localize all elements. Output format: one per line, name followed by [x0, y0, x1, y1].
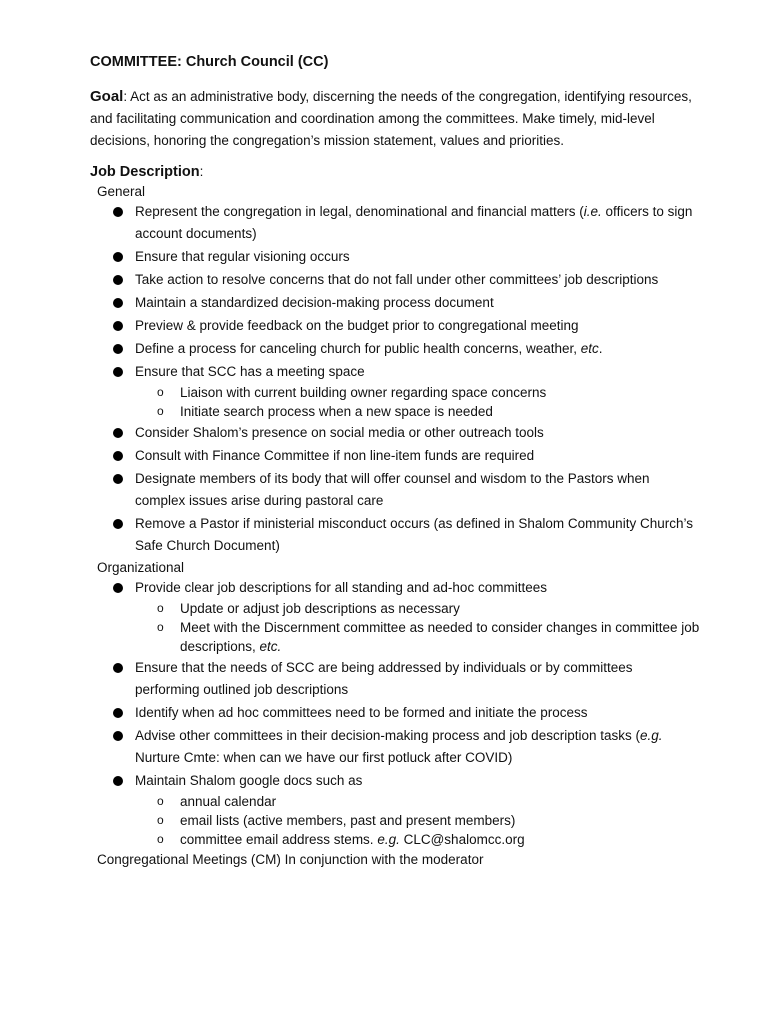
job-description-label: Job Description [90, 164, 200, 180]
bullet-icon [113, 583, 123, 593]
bullet-icon [113, 451, 123, 461]
organizational-list [90, 577, 700, 849]
sub-list [135, 383, 700, 421]
sub-list-item: o annual calendar [157, 794, 277, 809]
sub-list-item: o Meet with the Discernment committee as needed to consider changes in committee job descriptions, etc. [157, 620, 700, 654]
list-item: Remove a Pastor if ministerial misconduct occurs (as defined in Shalom Community Church’s Safe Church Document) [90, 513, 700, 557]
list-item: Ensure that the needs of SCC are being addressed by individuals or by committees performing outlined job descriptions [90, 657, 700, 701]
list-item: Ensure that SCC has a meeting space o Liaison with current building owner regarding space concerns o Initiate search process when a new space is needed [90, 361, 700, 421]
section-label-congregational-meetings: Congregational Meetings (CM) In conjunction with the moderator [97, 852, 484, 867]
list-item: Maintain a standardized decision-making process document [90, 292, 700, 314]
sub-list-item: o Update or adjust job descriptions as necessary [157, 601, 460, 616]
job-description-colon: : [199, 164, 204, 179]
list-item: Ensure that regular visioning occurs [90, 246, 700, 268]
goal-paragraph [90, 86, 700, 152]
bullet-icon [113, 663, 123, 673]
bullet-icon [113, 731, 123, 741]
bullet-icon [113, 344, 123, 354]
sub-list [135, 599, 700, 656]
bullet-icon [113, 428, 123, 438]
section-label-organizational: Organizational [97, 560, 185, 575]
section-label-general: General [97, 184, 146, 199]
bullet-icon [113, 298, 123, 308]
bullet-icon [113, 252, 123, 262]
list-item: Identify when ad hoc committees need to be formed and initiate the process [90, 702, 700, 724]
bullet-icon [113, 367, 123, 377]
sub-list [135, 792, 700, 849]
circle-bullet-icon: o [157, 385, 164, 399]
goal-label: Goal [90, 88, 124, 105]
circle-bullet-icon: o [157, 601, 164, 615]
list-item: Represent the congregation in legal, denominational and financial matters (i.e. officers to sign account documents) [90, 201, 700, 245]
general-list [90, 201, 700, 557]
sub-list-item: o Liaison with current building owner regarding space concerns [157, 385, 547, 400]
list-item: Take action to resolve concerns that do not fall under other committees’ job descriptions [90, 269, 700, 291]
circle-bullet-icon: o [157, 813, 164, 827]
list-item: Maintain Shalom google docs such as o annual calendar o email lists (active members, past and present members) o committee email address stems. e.g. CLC@shalomcc.org [90, 770, 700, 849]
sub-list-item: o Initiate search process when a new space is needed [157, 404, 493, 419]
circle-bullet-icon: o [157, 794, 164, 808]
list-item: Advise other committees in their decision-making process and job description tasks (e.g. Nurture Cmte: when can we have our first potluck after COVID) [90, 725, 700, 769]
bullet-icon [113, 207, 123, 217]
circle-bullet-icon: o [157, 832, 164, 846]
bullet-icon [113, 275, 123, 285]
job-description-heading [90, 162, 700, 182]
bullet-icon [113, 519, 123, 529]
goal-text: : Act as an administrative body, discerning the needs of the congregation, identifying resources, and facilitating communication and coordination among the committees. Make timely, mid-level decisions, honoring the congregation’s mission statement, values and priorities. [90, 89, 692, 148]
list-item: Define a process for canceling church for public health concerns, weather, etc. [90, 338, 700, 360]
bullet-icon [113, 321, 123, 331]
list-item: Consult with Finance Committee if non line-item funds are required [90, 445, 700, 467]
list-item: Designate members of its body that will offer counsel and wisdom to the Pastors when complex issues arise during pastoral care [90, 468, 700, 512]
list-item: Preview & provide feedback on the budget prior to congregational meeting [90, 315, 700, 337]
document-page [90, 52, 700, 869]
circle-bullet-icon: o [157, 404, 164, 418]
list-item: Consider Shalom’s presence on social media or other outreach tools [90, 422, 700, 444]
bullet-icon [113, 474, 123, 484]
committee-title: COMMITTEE: Church Council (CC) [90, 54, 329, 70]
circle-bullet-icon: o [157, 620, 164, 634]
bullet-icon [113, 776, 123, 786]
sub-list-item: o email lists (active members, past and present members) [157, 813, 516, 828]
sub-list-item: o committee email address stems. e.g. CLC@shalomcc.org [157, 832, 525, 847]
bullet-icon [113, 708, 123, 718]
list-item: Provide clear job descriptions for all standing and ad-hoc committees o Update or adjust job descriptions as necessary o Meet with the Discernment committee as needed to consider changes in committee job descriptions, etc. [90, 577, 700, 656]
